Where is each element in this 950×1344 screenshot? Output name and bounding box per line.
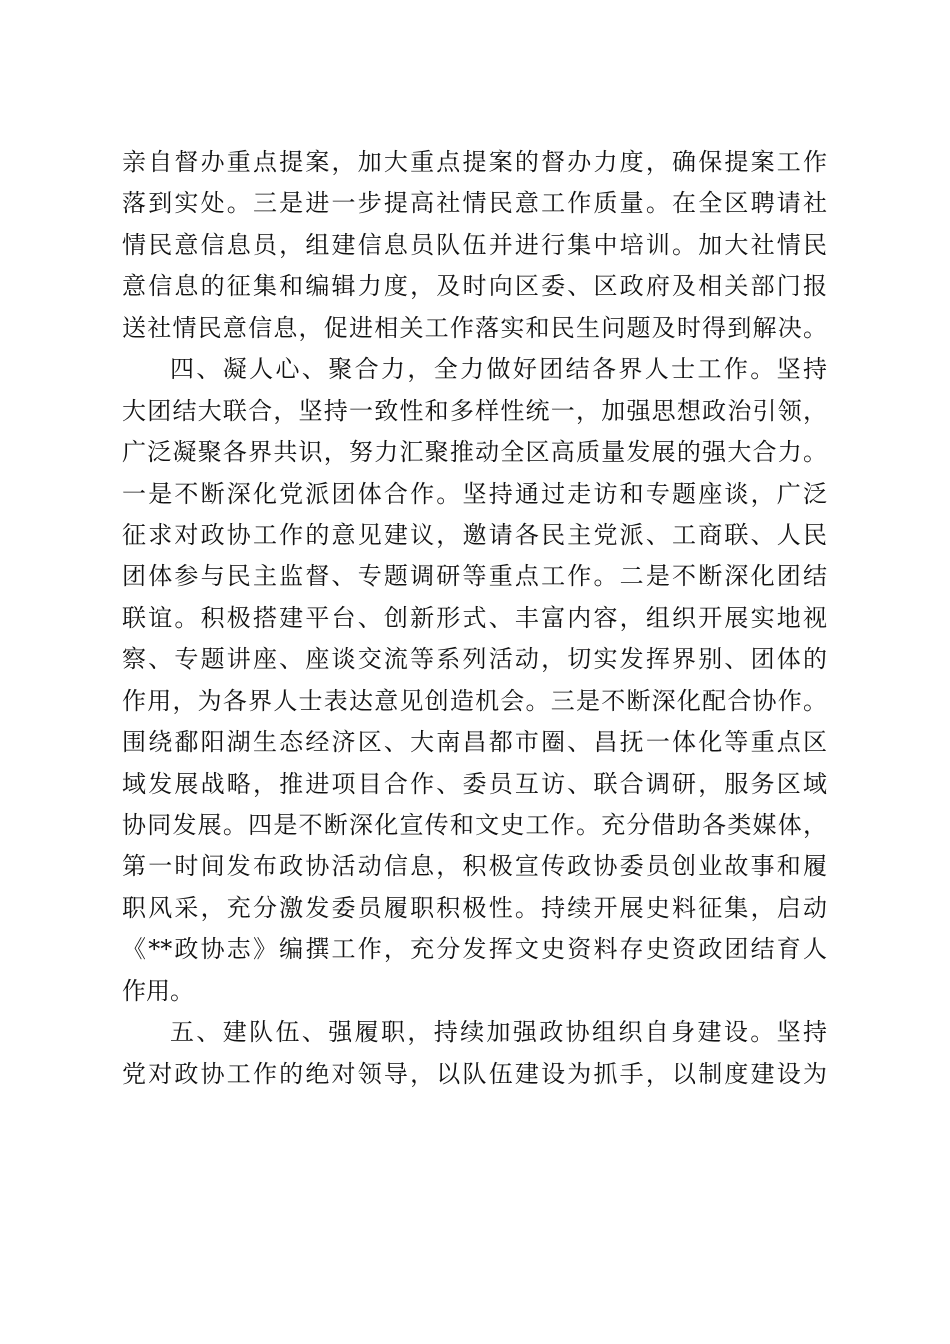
- text-line: 征求对政协工作的意见建议，邀请各民主党派、工商联、人民: [122, 520, 827, 549]
- paragraph-proposals: [122, 142, 827, 349]
- text-line: 作用，为各界人士表达意见创造机会。三是不断深化配合协作。: [122, 686, 827, 715]
- paragraph-section-five: [122, 1012, 827, 1095]
- paragraph-section-four: [122, 349, 827, 1012]
- text-line-last: 作用。: [122, 976, 194, 1005]
- text-line: 职风采，充分激发委员履职积极性。持续开展史料征集，启动: [122, 893, 827, 922]
- text-line: 大团结大联合，坚持一致性和多样性统一，加强思想政治引领，: [122, 396, 827, 425]
- text-line: 协同发展。四是不断深化宣传和文史工作。充分借助各类媒体，: [122, 811, 827, 839]
- text-line: 意信息的征集和编辑力度，及时向区委、区政府及相关部门报: [122, 272, 827, 301]
- text-line: 落到实处。三是进一步提高社情民意工作质量。在全区聘请社: [122, 189, 827, 218]
- text-line: 围绕鄱阳湖生态经济区、大南昌都市圈、昌抚一体化等重点区: [122, 728, 827, 757]
- text-line: 广泛凝聚各界共识，努力汇聚推动全区高质量发展的强大合力。: [122, 438, 827, 467]
- text-line: 察、专题讲座、座谈交流等系列活动，切实发挥界别、团体的: [122, 645, 827, 674]
- text-line: 送社情民意信息，促进相关工作落实和民生问题及时得到解决。: [122, 313, 827, 342]
- text-line: 情民意信息员，组建信息员队伍并进行集中培训。加大社情民: [122, 230, 827, 259]
- text-line: 团体参与民主监督、专题调研等重点工作。二是不断深化团结: [122, 562, 827, 591]
- section-heading-line: 五、建队伍、强履职，持续加强政协组织自身建设。坚持: [170, 1018, 827, 1047]
- text-line: 域发展战略，推进项目合作、委员互访、联合调研，服务区域: [122, 769, 827, 798]
- text-line: 党对政协工作的绝对领导，以队伍建设为抓手，以制度建设为: [122, 1059, 827, 1088]
- text-line: 亲自督办重点提案，加大重点提案的督办力度，确保提案工作: [122, 148, 827, 176]
- text-line: 第一时间发布政协活动信息，积极宣传政协委员创业故事和履: [122, 852, 827, 881]
- text-line: 联谊。积极搭建平台、创新形式、丰富内容，组织开展实地视: [122, 603, 827, 632]
- text-line: 《**政协志》编撰工作，充分发挥文史资料存史资政团结育人: [122, 935, 827, 964]
- section-heading-line: 四、凝人心、聚合力，全力做好团结各界人士工作。坚持: [170, 355, 827, 384]
- text-line: 一是不断深化党派团体合作。坚持通过走访和专题座谈，广泛: [122, 479, 827, 508]
- document-page: [122, 142, 827, 1095]
